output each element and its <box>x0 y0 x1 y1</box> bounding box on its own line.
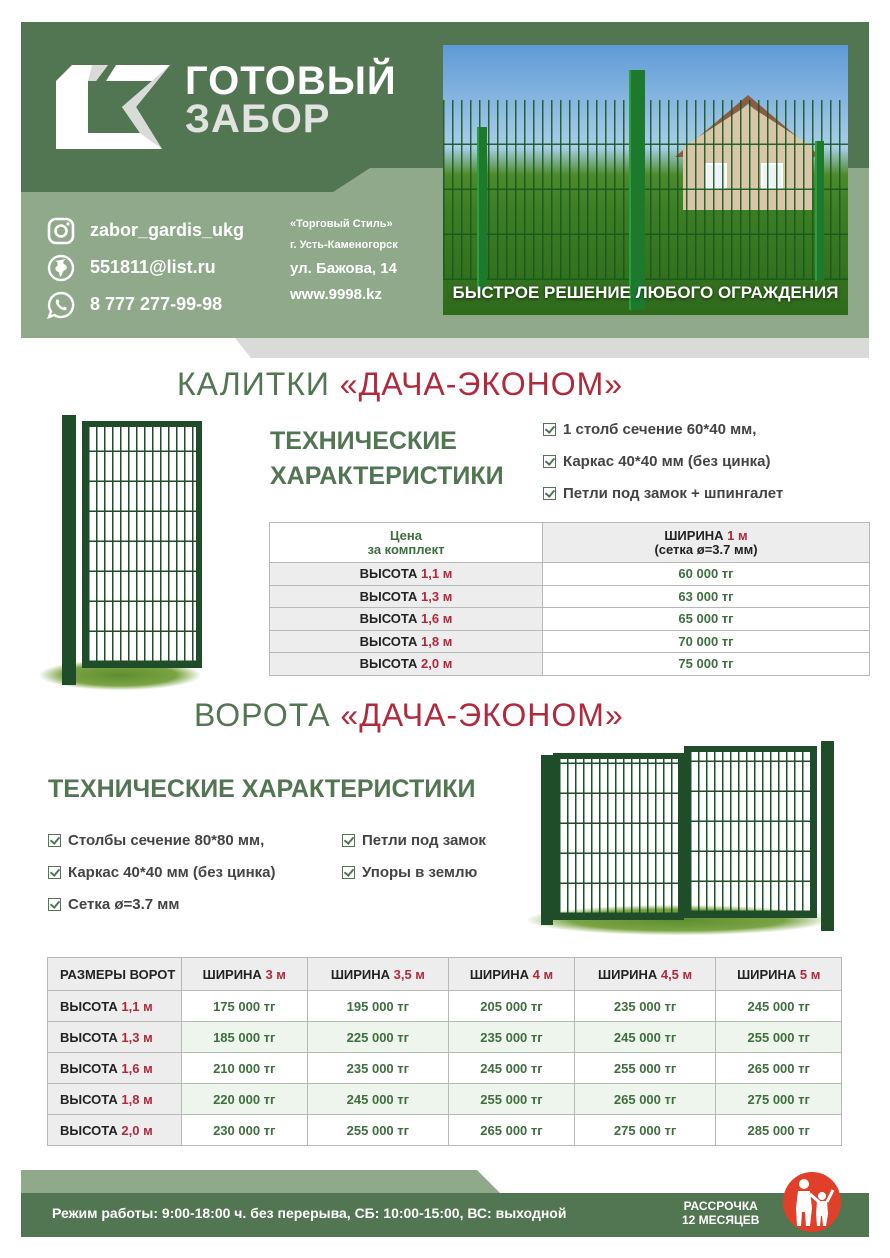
gates-section-title <box>194 697 624 734</box>
price-per-set-header: Цена за комплект <box>270 523 543 563</box>
table-row <box>48 1022 842 1053</box>
company-name: «Торговый Стиль» <box>290 218 393 230</box>
table-row <box>48 1084 842 1115</box>
installment-label: РАССРОЧКА 12 МЕСЯЦЕВ <box>682 1199 760 1227</box>
height-label: ВЫСОТА 1,3 м <box>270 585 543 608</box>
gates-tech-title: ТЕХНИЧЕСКИЕ ХАРАКТЕРИСТИКИ <box>48 775 476 803</box>
price-cell: 235 000 тг <box>574 991 716 1022</box>
table-row <box>270 563 870 586</box>
price-cell: 245 000 тг <box>716 991 842 1022</box>
price-cell: 255 000 тг <box>449 1084 575 1115</box>
price-cell: 70 000 тг <box>543 630 870 653</box>
price-cell: 225 000 тг <box>307 1022 449 1053</box>
tech-title-line-1: ТЕХНИЧЕСКИЕ <box>270 427 457 455</box>
feature-item: Каркас 40*40 мм (без цинка) <box>48 856 276 888</box>
price-cell: 235 000 тг <box>307 1053 449 1084</box>
width-header: ШИРИНА 4,5 м <box>574 958 716 991</box>
price-cell: 275 000 тг <box>574 1115 716 1146</box>
checkbox-checked-icon <box>543 455 556 468</box>
wickets-title-main: КАЛИТКИ <box>177 366 340 402</box>
table-header-row <box>48 958 842 991</box>
contacts-list <box>46 212 244 323</box>
address-block <box>290 214 398 308</box>
feature-item: Столбы сечение 80*80 мм, <box>48 824 276 856</box>
feature-item: Петли под замок <box>342 824 486 856</box>
price-cell: 255 000 тг <box>307 1115 449 1146</box>
width-header: ШИРИНА 4 м <box>449 958 575 991</box>
price-cell: 265 000 тг <box>574 1084 716 1115</box>
table-row <box>48 991 842 1022</box>
installment-badge <box>783 1172 841 1232</box>
phone-number: 8 777 277-99-98 <box>90 294 223 314</box>
brand-line-2: ЗАБОР <box>185 97 331 141</box>
gates-price-table <box>47 957 842 1146</box>
height-label: ВЫСОТА 2,0 м <box>48 1115 182 1146</box>
table-row <box>270 585 870 608</box>
tech-title-line-2: ХАРАКТЕРИСТИКИ <box>270 462 504 490</box>
checkbox-checked-icon <box>342 866 355 879</box>
table-header-row <box>270 523 870 563</box>
price-cell: 195 000 тг <box>307 991 449 1022</box>
wicket-post <box>62 415 76 685</box>
price-cell: 205 000 тг <box>449 991 575 1022</box>
gate-sizes-header: РАЗМЕРЫ ВОРОТ <box>48 958 182 991</box>
width-header: ШИРИНА 1 м (сетка ø=3.7 мм) <box>543 523 870 563</box>
price-cell: 265 000 тг <box>716 1053 842 1084</box>
price-cell: 275 000 тг <box>716 1084 842 1115</box>
gate-leaf-left <box>553 753 684 920</box>
feature-item: Каркас 40*40 мм (без цинка) <box>543 445 783 477</box>
feature-item: Петли под замок + шпингалет <box>543 477 783 509</box>
wickets-price-table <box>269 522 870 676</box>
checkbox-checked-icon <box>543 487 556 500</box>
whatsapp-icon <box>46 290 76 320</box>
price-cell: 255 000 тг <box>716 1022 842 1053</box>
wickets-features <box>543 413 783 509</box>
checkbox-checked-icon <box>48 834 61 847</box>
street-address: ул. Бажова, 14 <box>290 260 397 277</box>
price-cell: 245 000 тг <box>449 1053 575 1084</box>
table-row <box>48 1115 842 1146</box>
feature-item: Упоры в землю <box>342 856 486 888</box>
logo-icon <box>52 57 174 157</box>
header-grey-strip <box>235 338 869 358</box>
gates-features-left <box>48 824 276 920</box>
checkbox-checked-icon <box>48 866 61 879</box>
price-cell: 245 000 тг <box>574 1022 716 1053</box>
width-header: ШИРИНА 3 м <box>182 958 308 991</box>
city: г. Усть-Каменогорск <box>290 239 398 251</box>
contact-email[interactable] <box>46 249 244 286</box>
globe-icon <box>46 253 76 283</box>
fence-post <box>477 127 487 292</box>
price-cell: 285 000 тг <box>716 1115 842 1146</box>
height-label: ВЫСОТА 1,6 м <box>48 1053 182 1084</box>
gate-post <box>541 755 553 925</box>
gates-title-main: ВОРОТА <box>194 697 341 733</box>
price-cell: 245 000 тг <box>307 1084 449 1115</box>
checkbox-checked-icon <box>342 834 355 847</box>
instagram-handle: zabor_gardis_ukg <box>90 220 245 240</box>
wickets-tech-title <box>270 424 504 494</box>
email-address: 551811@list.ru <box>90 257 216 277</box>
brand-name <box>185 59 397 141</box>
brand-line-1: ГОТОВЫЙ <box>185 59 397 103</box>
price-cell: 175 000 тг <box>182 991 308 1022</box>
price-cell: 185 000 тг <box>182 1022 308 1053</box>
price-cell: 65 000 тг <box>543 608 870 631</box>
table-row <box>48 1053 842 1084</box>
family-icon <box>783 1172 841 1232</box>
website-link[interactable]: www.9998.kz <box>290 286 382 303</box>
wicket-panel <box>82 421 202 668</box>
table-row <box>270 608 870 631</box>
wickets-section-title <box>177 366 623 403</box>
price-cell: 75 000 тг <box>543 653 870 676</box>
hero-tagline: БЫСТРОЕ РЕШЕНИЕ ЛЮБОГО ОГРАЖДЕНИЯ <box>452 283 839 302</box>
gates-title-accent: «ДАЧА-ЭКОНОМ» <box>340 697 624 733</box>
instagram-icon <box>46 216 76 246</box>
price-cell: 60 000 тг <box>543 563 870 586</box>
contact-instagram[interactable] <box>46 212 244 249</box>
width-header: ШИРИНА 5 м <box>716 958 842 991</box>
fence-post <box>815 141 824 281</box>
table-row <box>270 653 870 676</box>
price-cell: 235 000 тг <box>449 1022 575 1053</box>
price-cell: 220 000 тг <box>182 1084 308 1115</box>
footer-light-tab <box>21 1170 501 1194</box>
contact-phone[interactable] <box>46 286 244 323</box>
working-hours: Режим работы: 9:00-18:00 ч. без перерыва, СБ: 10:00-15:00, ВС: выходной <box>52 1205 567 1221</box>
fence-post <box>629 70 645 310</box>
height-label: ВЫСОТА 1,8 м <box>270 630 543 653</box>
price-cell: 255 000 тг <box>574 1053 716 1084</box>
height-label: ВЫСОТА 2,0 м <box>270 653 543 676</box>
height-label: ВЫСОТА 1,1 м <box>270 563 543 586</box>
price-cell: 210 000 тг <box>182 1053 308 1084</box>
height-label: ВЫСОТА 1,8 м <box>48 1084 182 1115</box>
hero-fence-photo <box>443 45 848 315</box>
feature-item: 1 столб сечение 60*40 мм, <box>543 413 783 445</box>
gate-leaf-right <box>684 746 817 918</box>
gates-features-right <box>342 824 486 888</box>
height-label: ВЫСОТА 1,3 м <box>48 1022 182 1053</box>
table-row <box>270 630 870 653</box>
fence-mesh <box>443 100 848 280</box>
price-cell: 265 000 тг <box>449 1115 575 1146</box>
checkbox-checked-icon <box>48 898 61 911</box>
wickets-title-accent: «ДАЧА-ЭКОНОМ» <box>339 366 624 402</box>
gate-post <box>821 741 834 931</box>
height-label: ВЫСОТА 1,1 м <box>48 991 182 1022</box>
price-cell: 230 000 тг <box>182 1115 308 1146</box>
price-cell: 63 000 тг <box>543 585 870 608</box>
checkbox-checked-icon <box>543 423 556 436</box>
height-label: ВЫСОТА 1,6 м <box>270 608 543 631</box>
width-header: ШИРИНА 3,5 м <box>307 958 449 991</box>
feature-item: Сетка ø=3.7 мм <box>48 888 276 920</box>
